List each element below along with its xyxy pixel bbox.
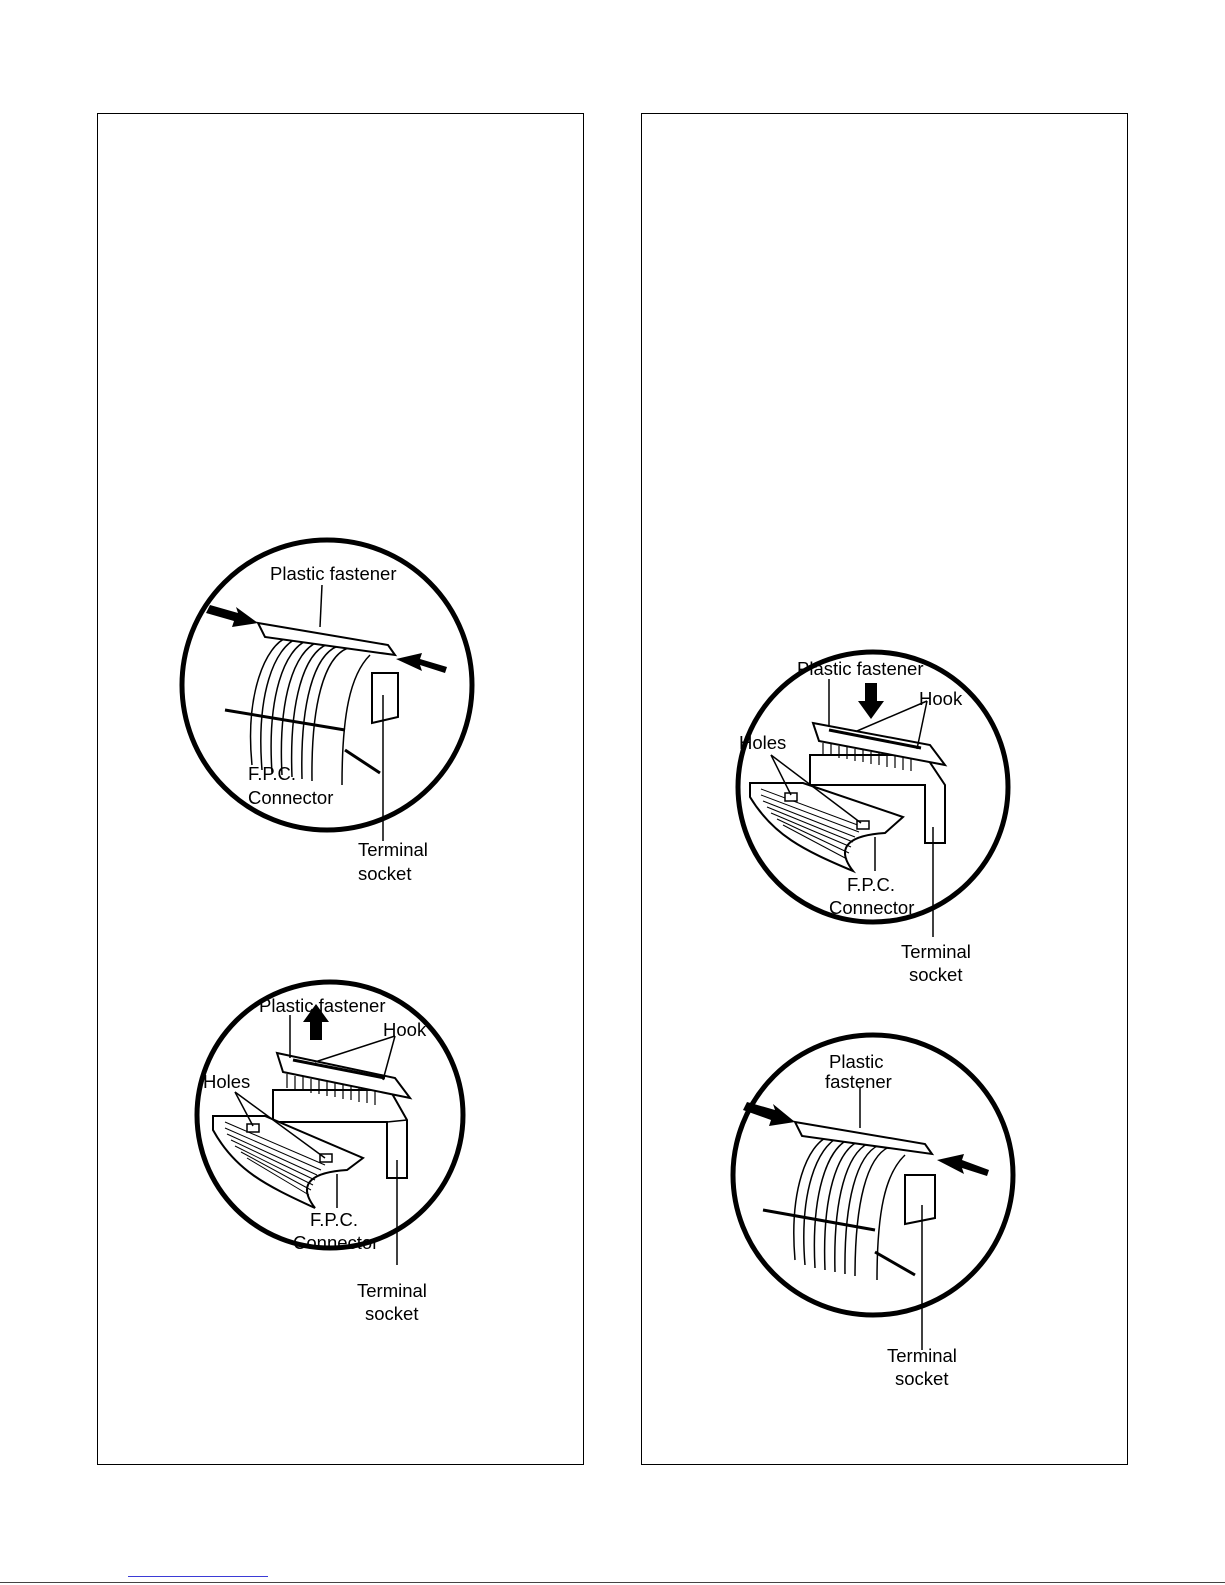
terminal-label-line1: Terminal bbox=[357, 1280, 427, 1301]
fpc-label-line2: Connector bbox=[293, 1232, 379, 1253]
connector-release-diagram-1 bbox=[170, 545, 490, 915]
connector-release-diagram-2 bbox=[185, 990, 485, 1335]
connector-install-diagram-2 bbox=[725, 1040, 1035, 1395]
terminal-label-line2: socket bbox=[365, 1303, 419, 1324]
plastic-label-line2: fastener bbox=[825, 1071, 892, 1092]
terminal-label-line1: Terminal bbox=[887, 1345, 957, 1366]
fpc-label-line1: F.P.C. bbox=[847, 874, 895, 895]
fpc-label-line2: Connector bbox=[829, 897, 915, 918]
holes-label: Holes bbox=[203, 1071, 251, 1092]
terminal-label-line2: socket bbox=[895, 1368, 949, 1389]
fpc-label-line2: Connector bbox=[248, 787, 334, 808]
hook-label: Hook bbox=[919, 688, 963, 709]
holes-label: Holes bbox=[739, 732, 787, 753]
bottom-rule bbox=[0, 1582, 1225, 1583]
terminal-label-line2: socket bbox=[909, 964, 963, 985]
terminal-label-line1: Terminal bbox=[358, 839, 428, 860]
fpc-label-line1: F.P.C. bbox=[310, 1209, 358, 1230]
plastic-fastener-label: Plastic fastener bbox=[270, 563, 397, 584]
hook-label: Hook bbox=[383, 1019, 427, 1040]
footer-link-underline[interactable] bbox=[128, 1576, 268, 1577]
connector-install-diagram-1 bbox=[725, 655, 1025, 1000]
plastic-fastener-label: Plastic fastener bbox=[797, 658, 924, 679]
plastic-label-line1: Plastic bbox=[829, 1051, 884, 1072]
terminal-label-line2: socket bbox=[358, 863, 412, 884]
terminal-label-line1: Terminal bbox=[901, 941, 971, 962]
fpc-label-line1: F.P.C. bbox=[248, 763, 296, 784]
plastic-fastener-label: Plastic fastener bbox=[259, 995, 386, 1016]
